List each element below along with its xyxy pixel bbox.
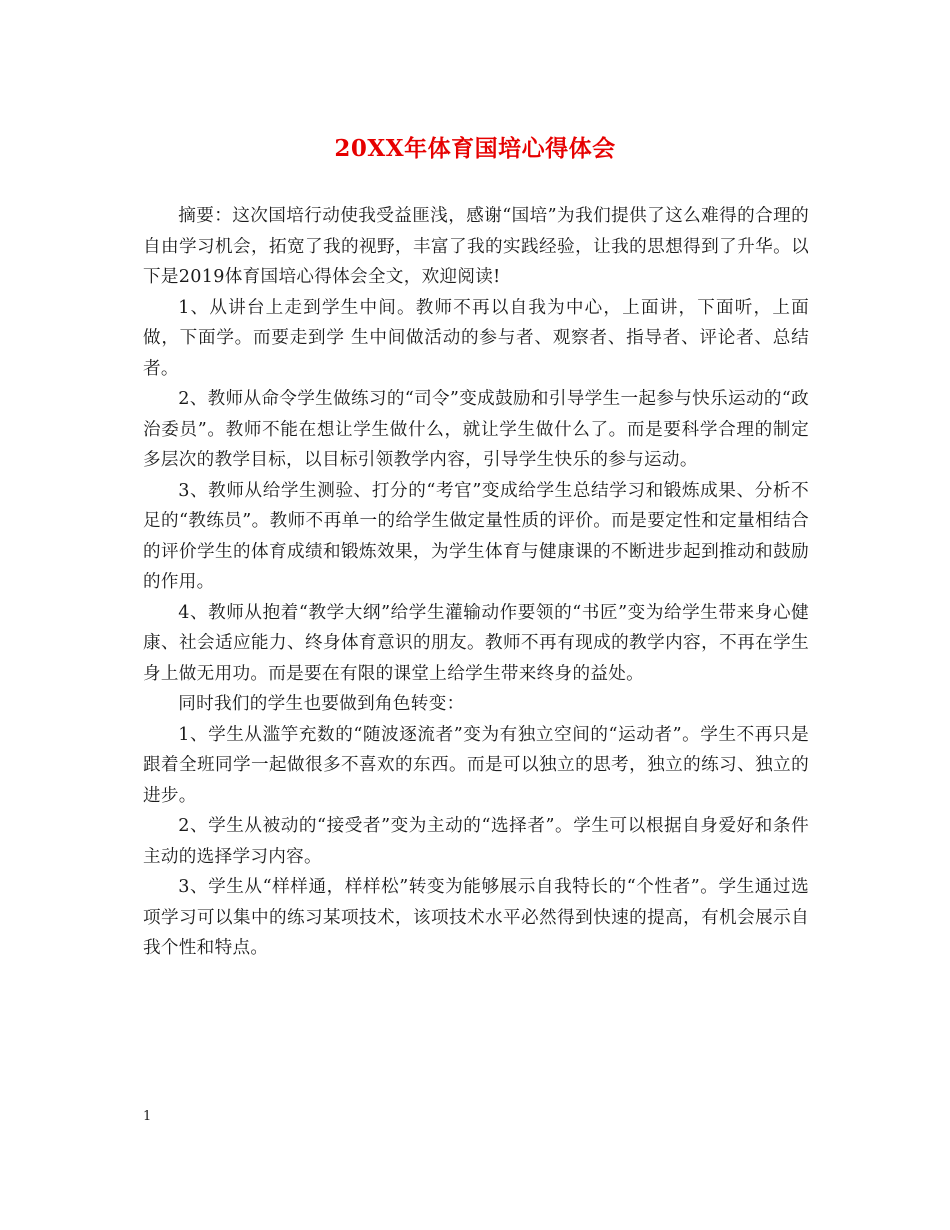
paragraph-teacher-1: 1、从讲台上走到学生中间。教师不再以自我为中心，上面讲，下面听，上面做，下面学。而要走到学 生中间做活动的参与者、观察者、指导者、评论者、总结者。 <box>143 297 809 379</box>
paragraph-teacher-2: 2、教师从命令学生做练习的“司令”变成鼓励和引导学生一起参与快乐运动的“政治委员”。教师不能在想让学生做什么，就让学生做什么了。而是要科学合理的制定多层次的教学目标，以目标引领教学内容，引导学生快乐的参与运动。 <box>143 389 809 470</box>
paragraph-abstract: 摘要：这次国培行动使我受益匪浅，感谢“国培”为我们提供了这么难得的合理的自由学习机会，拓宽了我的视野，丰富了我的实践经验，让我的思想得到了升华。以下是2019体育国培心得体会全文，欢迎阅读! <box>143 206 809 287</box>
document-body <box>143 201 809 964</box>
paragraph-student-1: 1、学生从滥竽充数的“随波逐流者”变为有独立空间的“运动者”。学生不再只是跟着全班同学一起做很多不喜欢的东西。而是可以独立的思考，独立的练习、独立的进步。 <box>143 724 809 806</box>
paragraph-student-3: 3、学生从“样样通，样样松”转变为能够展示自我特长的“个性者”。学生通过选项学习可以集中的练习某项技术，该项技术水平必然得到快速的提高，有机会展示自我个性和特点。 <box>143 877 809 958</box>
document-title: 20XX年体育国培心得体会 <box>334 135 616 162</box>
paragraph-transition: 同时我们的学生也要做到角色转变： <box>178 694 465 714</box>
paragraph-teacher-4: 4、教师从抱着“教学大纲”给学生灌输动作要领的“书匠”变为给学生带来身心健康、社会适应能力、终身体育意识的朋友。教师不再有现成的教学内容，不再在学生身上做无用功。而是要在有限的课堂上给学生带来终身的益处。 <box>143 602 809 684</box>
paragraph-teacher-3: 3、教师从给学生测验、打分的“考官”变成给学生总结学习和锻炼成果、分析不足的“教练员”。教师不再单一的给学生做定量性质的评价。而是要定性和定量相结合的评价学生的体育成绩和锻炼效果，为学生体育与健康课的不断进步起到推动和鼓励的作用。 <box>143 480 809 592</box>
paragraph-student-2: 2、学生从被动的“接受者”变为主动的“选择者”。学生可以根据自身爱好和条件主动的选择学习内容。 <box>143 816 809 867</box>
page-number: 1 <box>143 1109 152 1124</box>
